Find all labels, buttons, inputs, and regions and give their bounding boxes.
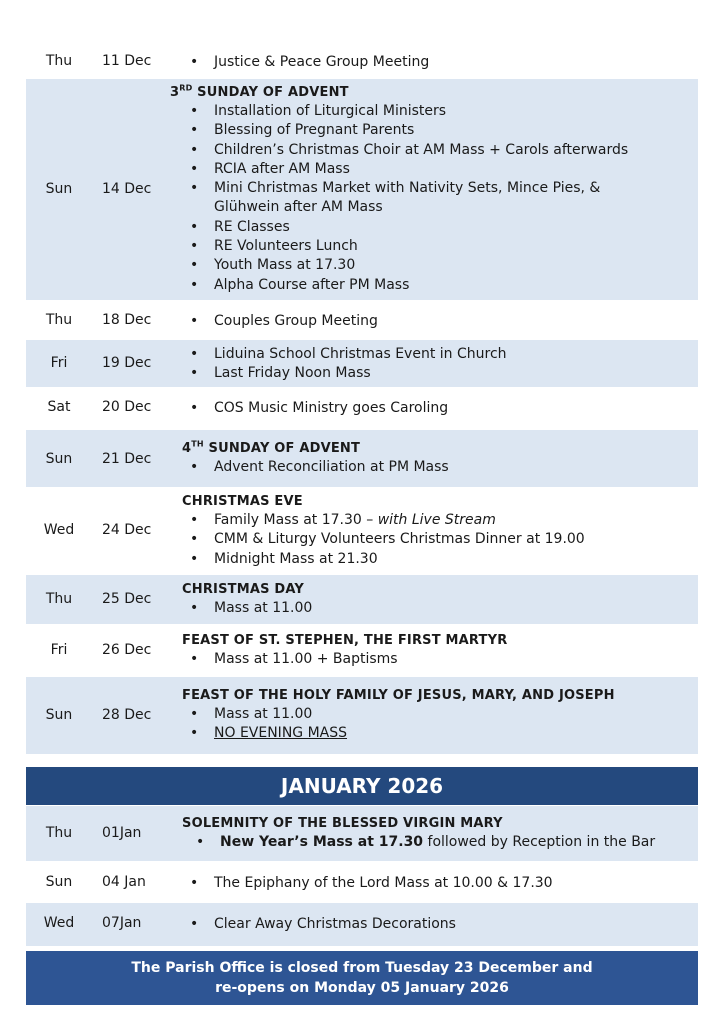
event-content: [182, 814, 692, 852]
event-row: [26, 575, 698, 624]
event-heading: 3RD SUNDAY OF ADVENT: [170, 83, 349, 100]
day-label: Fri: [50, 355, 68, 371]
day-label: Thu: [45, 53, 73, 69]
event-content: [182, 439, 692, 477]
event-item: • Advent Reconciliation at PM Mass: [182, 458, 692, 477]
event-item: • Youth Mass at 17.30: [182, 256, 692, 275]
event-content: [182, 580, 692, 618]
day-label: Sun: [45, 451, 73, 467]
event-content: [182, 345, 692, 384]
date-label: 25 Dec: [102, 591, 152, 607]
event-heading: 4TH SUNDAY OF ADVENT: [182, 439, 361, 456]
event-row: [26, 489, 698, 571]
event-content: [182, 492, 692, 569]
event-item: • CMM & Liturgy Volunteers Christmas Dinner at 19.00: [182, 530, 692, 549]
event-content: [182, 312, 692, 331]
event-item: • Mini Christmas Market with Nativity Sets, Mince Pies, & Glühwein after AM Mass: [182, 179, 644, 218]
event-content: [182, 874, 692, 893]
office-closure-notice: [26, 951, 698, 1005]
event-row: [26, 340, 698, 387]
event-item: • Mass at 11.00: [182, 599, 692, 618]
date-label: 04 Jan: [102, 874, 146, 890]
day-label: Wed: [43, 915, 75, 931]
event-item: • RCIA after AM Mass: [182, 160, 692, 179]
day-label: Wed: [43, 522, 75, 538]
event-item: • Midnight Mass at 21.30: [182, 550, 692, 569]
event-item: • Installation of Liturgical Ministers: [182, 102, 692, 121]
event-item: • Blessing of Pregnant Parents: [182, 121, 692, 140]
event-item: • New Year’s Mass at 17.30 followed by Reception in the Bar: [188, 833, 692, 852]
day-label: Sat: [47, 399, 71, 415]
date-label: 07Jan: [102, 915, 142, 931]
event-row: [26, 79, 698, 300]
event-item: • Last Friday Noon Mass: [182, 364, 692, 383]
event-row: [26, 430, 698, 487]
day-label: Sun: [45, 181, 73, 197]
event-item: • Alpha Course after PM Mass: [182, 276, 692, 295]
event-content: [182, 399, 692, 418]
event-row: [26, 866, 698, 900]
event-item: • RE Volunteers Lunch: [182, 237, 692, 256]
date-label: 01Jan: [102, 825, 142, 841]
event-item: • Liduina School Christmas Event in Church: [182, 345, 692, 364]
event-content: [182, 686, 692, 744]
event-heading: CHRISTMAS DAY: [182, 582, 305, 597]
date-label: 18 Dec: [102, 312, 152, 328]
event-item: • Family Mass at 17.30 – with Live Stream: [182, 511, 692, 530]
date-label: 26 Dec: [102, 642, 152, 658]
event-item: • Children’s Christmas Choir at AM Mass + Carols afterwards: [182, 141, 692, 160]
date-label: 19 Dec: [102, 355, 152, 371]
day-label: Sun: [45, 874, 73, 890]
event-content: [170, 83, 692, 295]
event-heading: FEAST OF ST. STEPHEN, THE FIRST MARTYR: [182, 633, 508, 648]
date-label: 24 Dec: [102, 522, 152, 538]
month-title: JANUARY 2026: [26, 767, 698, 805]
event-row: [26, 628, 698, 672]
event-item: • COS Music Ministry goes Caroling: [182, 399, 692, 418]
event-content: [182, 915, 692, 934]
date-label: 21 Dec: [102, 451, 152, 467]
event-row: [26, 396, 698, 422]
date-label: 28 Dec: [102, 707, 152, 723]
event-item: • Justice & Peace Group Meeting: [182, 53, 692, 72]
event-heading: FEAST OF THE HOLY FAMILY OF JESUS, MARY, AND JOSEPH: [182, 688, 615, 703]
event-content: [182, 631, 692, 669]
notice-line: The Parish Office is closed from Tuesday 23 December and: [131, 960, 593, 976]
event-item: • Couples Group Meeting: [182, 312, 692, 331]
event-row: [26, 903, 698, 946]
event-row: [26, 309, 698, 335]
date-label: 20 Dec: [102, 399, 152, 415]
notice-line: re-opens on Monday 05 January 2026: [215, 980, 509, 996]
date-label: 11 Dec: [102, 53, 152, 69]
event-item: • Clear Away Christmas Decorations: [182, 915, 692, 934]
event-item: • The Epiphany of the Lord Mass at 10.00 & 17.30: [182, 874, 692, 893]
day-label: Fri: [50, 642, 68, 658]
day-label: Thu: [45, 591, 73, 607]
day-label: Thu: [45, 825, 73, 841]
event-row: [26, 806, 698, 861]
event-heading: CHRISTMAS EVE: [182, 494, 303, 509]
day-label: Thu: [45, 312, 73, 328]
event-item: • RE Classes: [182, 218, 692, 237]
day-label: Sun: [45, 707, 73, 723]
event-item: • Mass at 11.00: [182, 705, 692, 724]
event-heading: SOLEMNITY OF THE BLESSED VIRGIN MARY: [182, 816, 503, 831]
event-row: [26, 50, 698, 74]
event-item: • NO EVENING MASS: [182, 724, 692, 743]
event-row: [26, 677, 698, 754]
date-label: 14 Dec: [102, 181, 152, 197]
event-content: [182, 53, 692, 72]
event-item: • Mass at 11.00 + Baptisms: [182, 650, 692, 669]
